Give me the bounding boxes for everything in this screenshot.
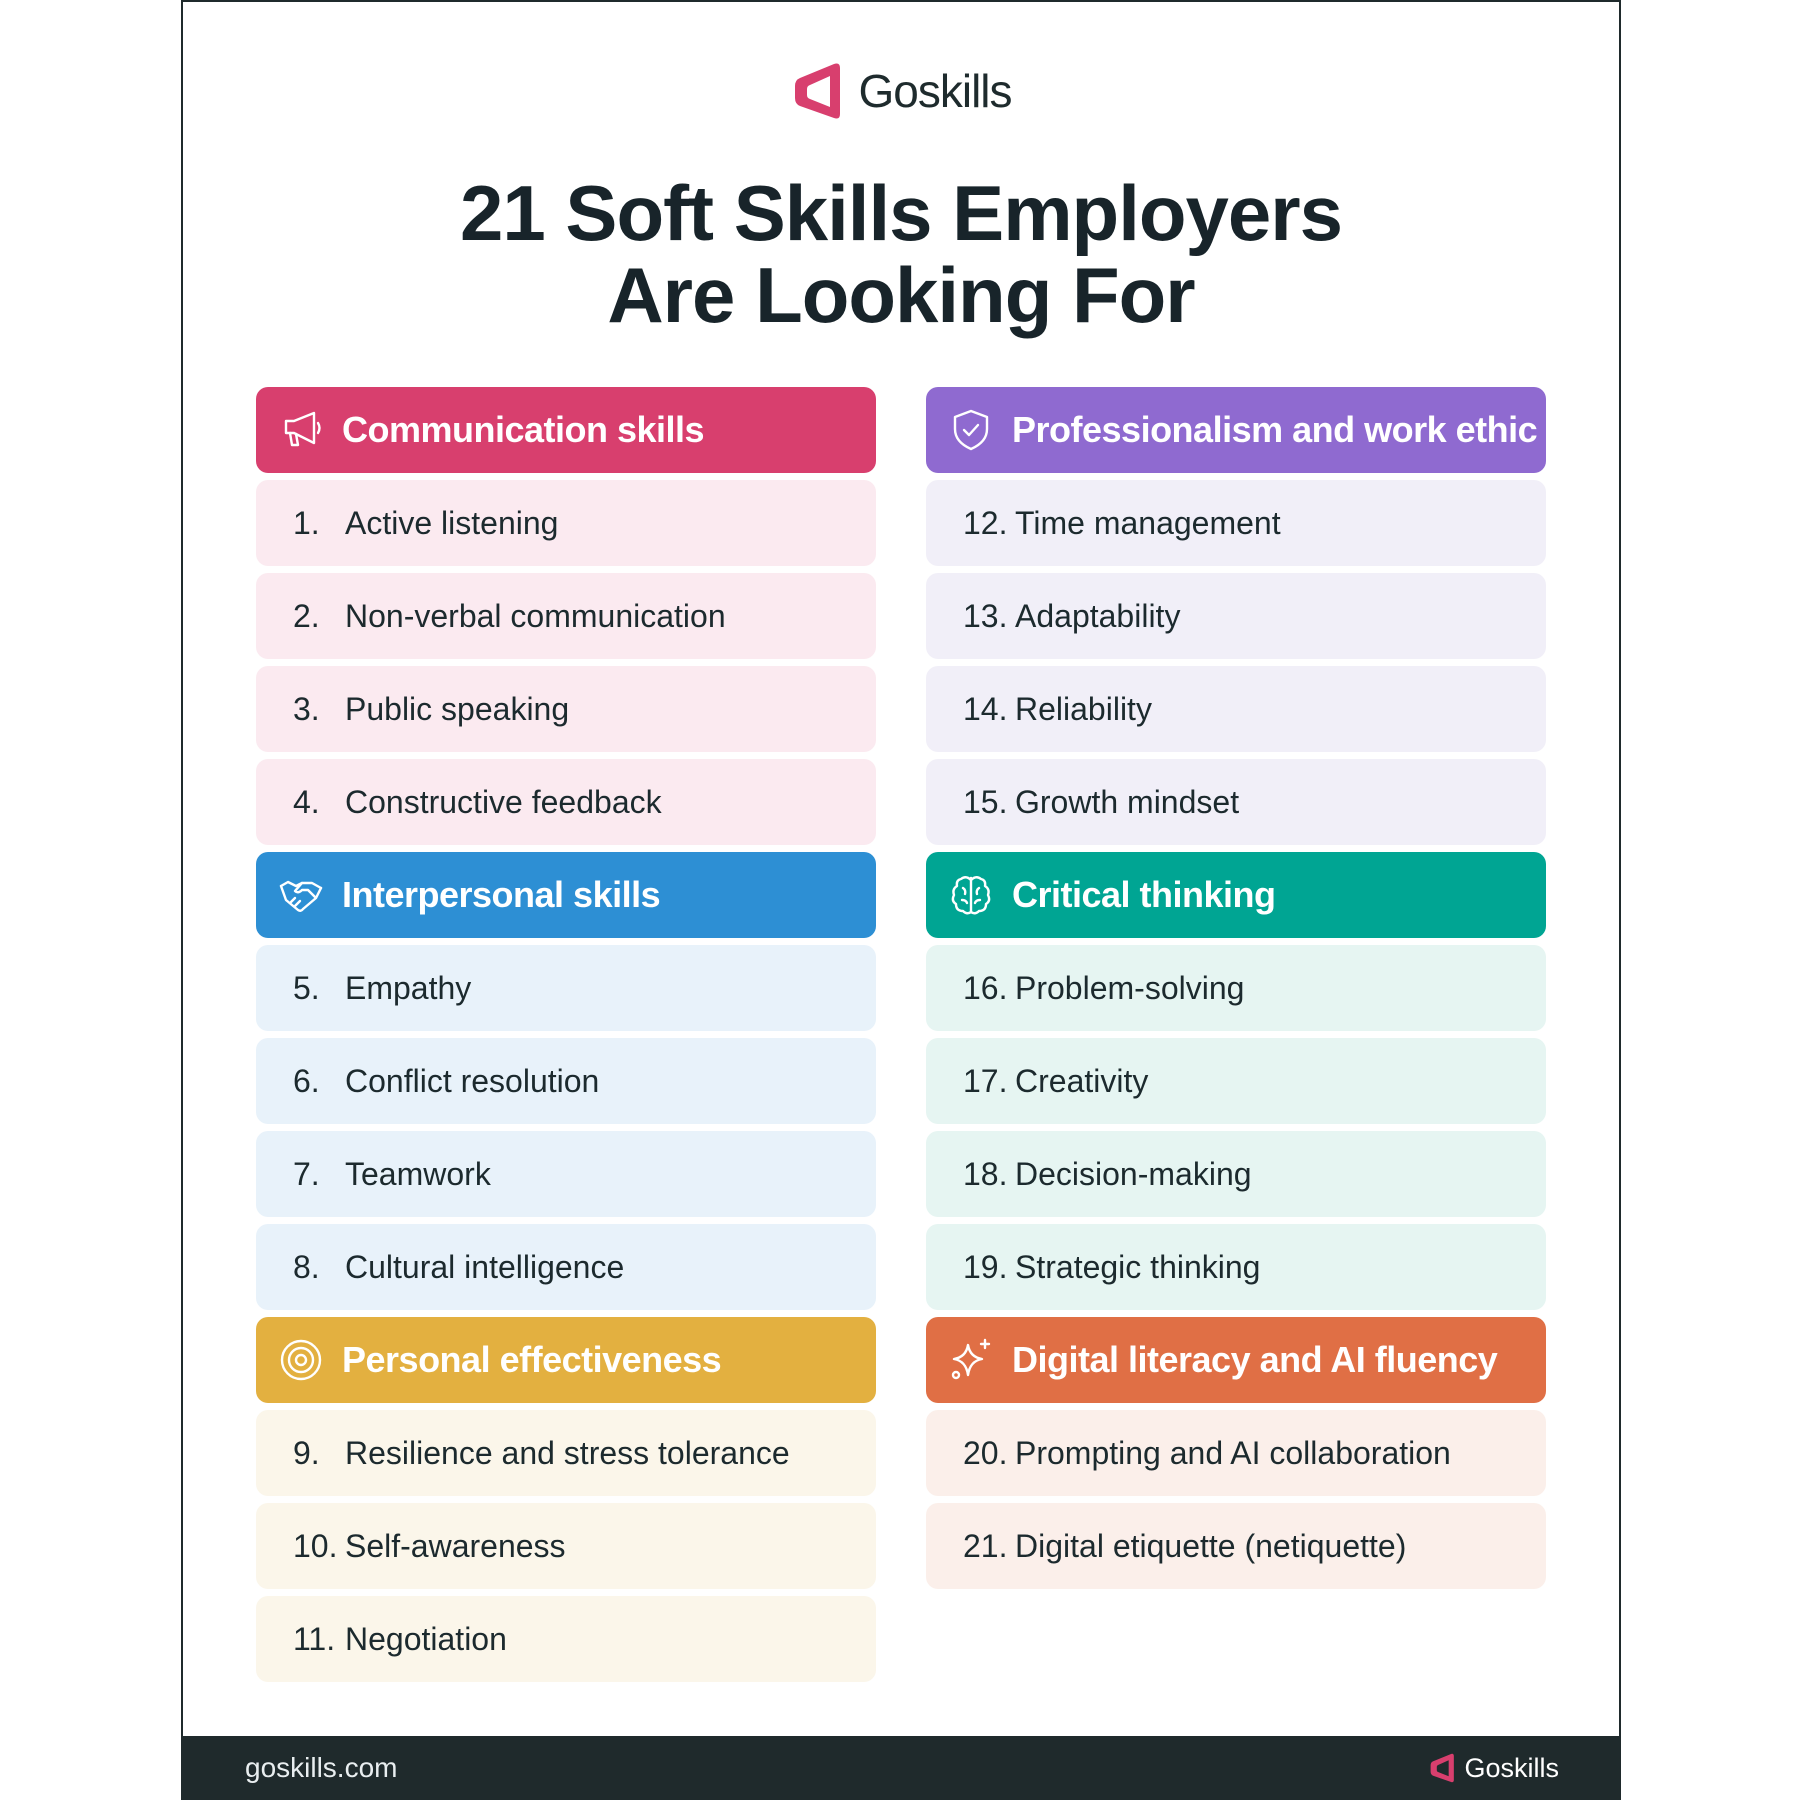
- group-header: [926, 1317, 1546, 1403]
- title-line-1: 21 Soft Skills Employers: [459, 169, 1343, 257]
- left-column: [256, 387, 876, 1689]
- list-item: [256, 573, 876, 659]
- goskills-logo-icon: [790, 60, 848, 122]
- item-number: 14.: [963, 690, 1008, 727]
- brand-logo: [183, 60, 1619, 122]
- item-label: Strategic thinking: [1015, 1248, 1261, 1285]
- brain-icon: [948, 872, 994, 918]
- item-number: 16.: [963, 969, 1008, 1006]
- item-label: Negotiation: [345, 1620, 507, 1657]
- item-number: 4.: [293, 783, 320, 820]
- page-title: [183, 169, 1619, 339]
- item-number: 1.: [293, 504, 320, 541]
- item-number: 21.: [963, 1527, 1008, 1564]
- group-header: [256, 387, 876, 473]
- group-header: [926, 387, 1546, 473]
- list-item: [926, 1503, 1546, 1589]
- item-number: 9.: [293, 1434, 320, 1471]
- list-item: [926, 480, 1546, 566]
- group-title: Communication skills: [342, 409, 705, 450]
- item-label: Resilience and stress tolerance: [345, 1434, 790, 1471]
- item-number: 3.: [293, 690, 320, 727]
- group-communication-skills: [256, 387, 876, 845]
- item-number: 8.: [293, 1248, 320, 1285]
- item-number: 20.: [963, 1434, 1008, 1471]
- goskills-logo-icon: [1428, 1752, 1458, 1784]
- group-professionalism: [926, 387, 1546, 845]
- item-number: 5.: [293, 969, 320, 1006]
- list-item: [926, 1131, 1546, 1217]
- list-item: [926, 759, 1546, 845]
- group-header: [256, 1317, 876, 1403]
- right-column: [926, 387, 1546, 1596]
- group-header: [256, 852, 876, 938]
- group-title: Professionalism and work ethic: [1012, 409, 1538, 450]
- item-label: Prompting and AI collaboration: [1015, 1434, 1451, 1471]
- list-item: [926, 945, 1546, 1031]
- footer-brand-name: Goskills: [1464, 1752, 1559, 1783]
- item-label: Reliability: [1015, 690, 1152, 727]
- item-label: Constructive feedback: [345, 783, 662, 820]
- item-label: Non-verbal communication: [345, 597, 726, 634]
- megaphone-icon: [278, 407, 324, 453]
- item-number: 2.: [293, 597, 320, 634]
- item-number: 15.: [963, 783, 1008, 820]
- item-label: Public speaking: [345, 690, 570, 727]
- group-title: Interpersonal skills: [342, 874, 661, 915]
- list-item: [256, 759, 876, 845]
- item-number: 6.: [293, 1062, 320, 1099]
- group-title: Personal effectiveness: [342, 1339, 722, 1380]
- list-item: [926, 1224, 1546, 1310]
- item-label: Growth mindset: [1015, 783, 1240, 820]
- brand-name: Goskills: [858, 65, 1012, 117]
- footer-bar: [183, 1736, 1619, 1800]
- item-label: Problem-solving: [1015, 969, 1245, 1006]
- item-label: Active listening: [345, 504, 559, 541]
- list-item: [256, 1131, 876, 1217]
- footer-url[interactable]: goskills.com: [245, 1752, 398, 1783]
- item-number: 11.: [293, 1620, 336, 1657]
- item-label: Self-awareness: [345, 1527, 566, 1564]
- handshake-icon: [278, 872, 324, 918]
- list-item: [256, 480, 876, 566]
- group-personal-effectiveness: [256, 1317, 876, 1682]
- title-line-2: Are Looking For: [607, 251, 1195, 339]
- item-number: 19.: [963, 1248, 1008, 1285]
- group-title: Critical thinking: [1012, 874, 1276, 915]
- sparkle-icon: [948, 1337, 994, 1383]
- footer-logo: [1428, 1752, 1559, 1784]
- list-item: [256, 1596, 876, 1682]
- item-number: 17.: [963, 1062, 1008, 1099]
- infographic-sheet: [181, 0, 1621, 1800]
- group-title: Digital literacy and AI fluency: [1012, 1339, 1498, 1380]
- item-number: 10.: [293, 1527, 338, 1564]
- group-header: [926, 852, 1546, 938]
- item-number: 18.: [963, 1155, 1008, 1192]
- list-item: [256, 1038, 876, 1124]
- list-item: [256, 945, 876, 1031]
- list-item: [256, 666, 876, 752]
- item-label: Teamwork: [345, 1155, 491, 1192]
- item-label: Adaptability: [1015, 597, 1181, 634]
- item-label: Creativity: [1015, 1062, 1149, 1099]
- group-critical-thinking: [926, 852, 1546, 1310]
- item-number: 7.: [293, 1155, 320, 1192]
- list-item: [256, 1503, 876, 1589]
- list-item: [256, 1410, 876, 1496]
- list-item: [926, 1410, 1546, 1496]
- item-label: Conflict resolution: [345, 1062, 600, 1099]
- item-label: Empathy: [345, 969, 472, 1006]
- group-interpersonal-skills: [256, 852, 876, 1310]
- list-item: [926, 573, 1546, 659]
- shield-check-icon: [948, 407, 994, 453]
- item-number: 13.: [963, 597, 1008, 634]
- item-label: Digital etiquette (netiquette): [1015, 1527, 1407, 1564]
- list-item: [926, 1038, 1546, 1124]
- target-icon: [278, 1337, 324, 1383]
- group-digital-literacy: [926, 1317, 1546, 1589]
- item-label: Decision-making: [1015, 1155, 1252, 1192]
- list-item: [926, 666, 1546, 752]
- item-number: 12.: [963, 504, 1008, 541]
- item-label: Time management: [1015, 504, 1281, 541]
- list-item: [256, 1224, 876, 1310]
- item-label: Cultural intelligence: [345, 1248, 625, 1285]
